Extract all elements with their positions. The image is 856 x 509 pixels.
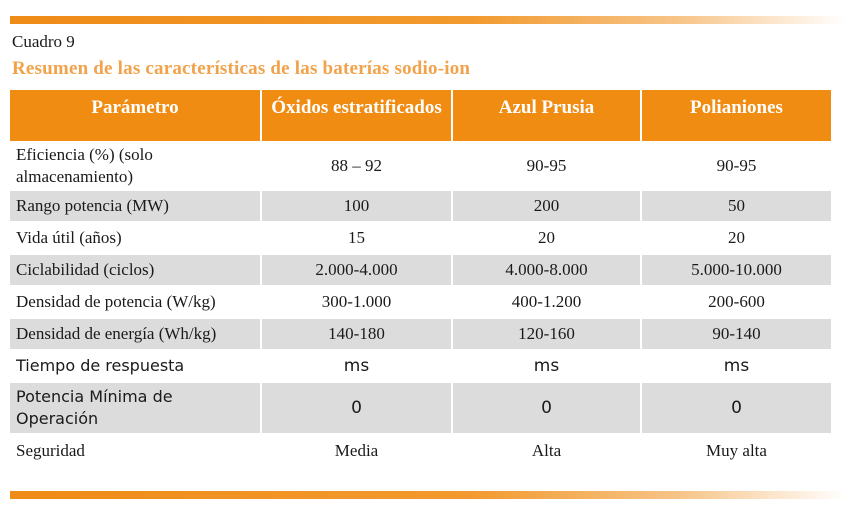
cell-value: ms: [641, 350, 831, 382]
param-densidad-energia: Densidad de energía (Wh/kg): [10, 318, 261, 350]
cell-value: 400-1.200: [452, 286, 641, 318]
cell-value: 300-1.000: [261, 286, 452, 318]
cell-value: 90-95: [452, 142, 641, 190]
cell-value: 0: [452, 382, 641, 434]
cell-value: ms: [261, 350, 452, 382]
bottom-orange-rule: [10, 491, 846, 499]
table-row: [10, 142, 831, 190]
cell-value: 120-160: [452, 318, 641, 350]
table-title: Resumen de las características de las baterías sodio-ion: [12, 58, 471, 79]
cell-value: Alta: [452, 434, 641, 466]
header-parametro: Parámetro: [10, 90, 261, 142]
table-row: [10, 286, 831, 318]
param-densidad-potencia: Densidad de potencia (W/kg): [10, 286, 261, 318]
cell-value: 90-95: [641, 142, 831, 190]
cell-value: 20: [641, 222, 831, 254]
cell-value: Muy alta: [641, 434, 831, 466]
param-potencia-minima: Potencia Mínima de Operación: [10, 382, 261, 434]
cell-value: 4.000-8.000: [452, 254, 641, 286]
cell-value: 88 – 92: [261, 142, 452, 190]
cell-value: Media: [261, 434, 452, 466]
cell-value: 15: [261, 222, 452, 254]
table-row: [10, 222, 831, 254]
table-row: [10, 350, 831, 382]
table-row: [10, 434, 831, 466]
cell-value: 0: [641, 382, 831, 434]
header-azul-prusia: Azul Prusia: [452, 90, 641, 142]
header-polianiones: Polianiones: [641, 90, 831, 142]
header-row: [10, 90, 831, 142]
cell-value: 200-600: [641, 286, 831, 318]
cell-value: 140-180: [261, 318, 452, 350]
cell-value: 100: [261, 190, 452, 222]
param-seguridad: Seguridad: [10, 434, 261, 466]
characteristics-table: [10, 90, 831, 466]
param-tiempo-respuesta: Tiempo de respuesta: [10, 350, 261, 382]
cell-value: 90-140: [641, 318, 831, 350]
top-orange-rule: [10, 16, 846, 24]
table-row: [10, 318, 831, 350]
cell-value: 200: [452, 190, 641, 222]
cell-value: 50: [641, 190, 831, 222]
cell-value: ms: [452, 350, 641, 382]
param-vida-util: Vida útil (años): [10, 222, 261, 254]
cell-value: 5.000-10.000: [641, 254, 831, 286]
table-row: [10, 190, 831, 222]
table-caption: Cuadro 9: [12, 32, 75, 51]
table-row: [10, 382, 831, 434]
header-oxidos: Óxidos estratificados: [261, 90, 452, 142]
param-rango-potencia: Rango potencia (MW): [10, 190, 261, 222]
cell-value: 0: [261, 382, 452, 434]
param-eficiencia: Eficiencia (%) (solo almacenamiento): [10, 142, 261, 190]
cell-value: 2.000-4.000: [261, 254, 452, 286]
cell-value: 20: [452, 222, 641, 254]
table-row: [10, 254, 831, 286]
param-ciclabilidad: Ciclabilidad (ciclos): [10, 254, 261, 286]
